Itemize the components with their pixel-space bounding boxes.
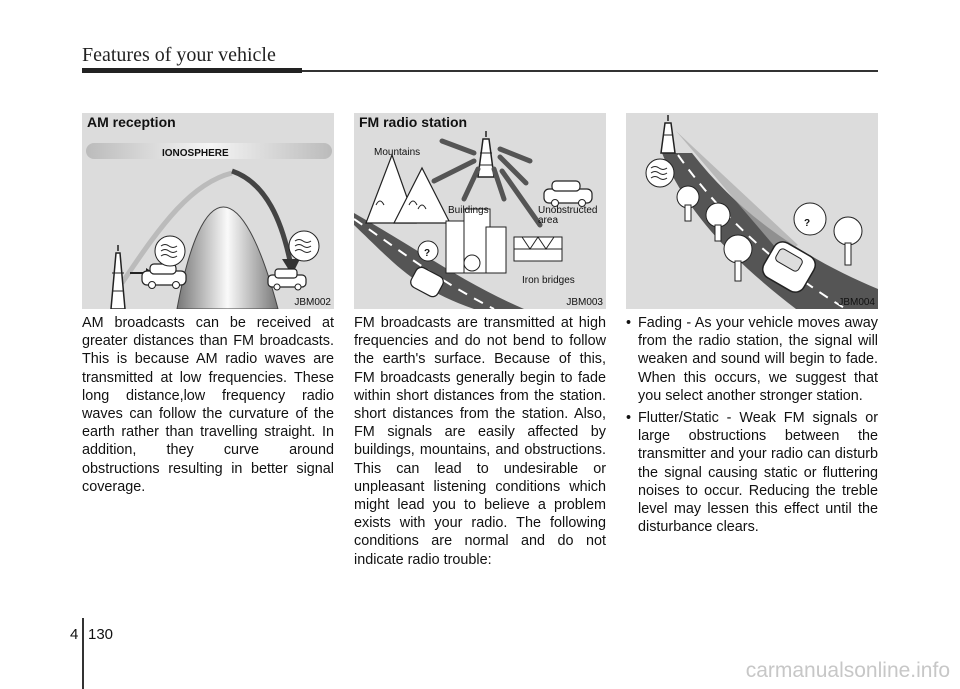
bullet-fading [626, 314, 878, 405]
fm-figure-title: FM radio station [359, 114, 468, 130]
am-figure-code: JBM002 [294, 297, 331, 308]
bullet-symbol: • [626, 315, 632, 331]
fading-figure [626, 113, 878, 309]
text-column-conditions [626, 314, 878, 540]
am-reception-figure [82, 113, 334, 309]
fading-illustration [626, 113, 878, 309]
buildings-label: Buildings [448, 205, 489, 216]
fading-transmitter-tower-icon [661, 115, 675, 153]
fm-car-unobstructed-icon [544, 181, 592, 207]
fm-figure-code: JBM003 [566, 297, 603, 308]
bullet-flutter-static [626, 409, 878, 536]
fm-paragraph: FM broadcasts are transmitted at high frequencies and do not bend to follow the earth's surface. Because of this, FM broadcasts generally begin to fade within short distances from the station. short distances from the station. Also, FM signals are easily affected by buildings, mountains, and obstructions. This can lead to undesirable or unpleasant listening conditions which might lead you to believe a problem exists with your radio. The following conditions are normal and do not indicate radio trouble: [354, 315, 606, 568]
text-column-am [82, 314, 334, 496]
ionosphere-label: IONOSPHERE [162, 148, 229, 159]
bullet-fading-text: Fading - As your vehicle moves away from the radio station, the signal will weaken and sound will begin to fade. When this occurs, we suggest that you select another stronger station. [638, 315, 878, 404]
am-reception-illustration [82, 113, 334, 309]
am-transmitter-tower-icon [111, 245, 125, 309]
header-rule-thin [302, 70, 878, 72]
unobstructed-label: Unobstructed [538, 205, 598, 216]
buildings-icon [446, 209, 506, 273]
am-car-near-icon [142, 264, 186, 289]
iron-bridge-icon [514, 237, 562, 261]
fm-radio-station-figure [354, 113, 606, 309]
text-column-fm [354, 314, 606, 569]
page-header-title: Features of your vehicle [82, 44, 276, 66]
am-car-far-icon [268, 269, 306, 290]
fading-sound-bubble-icon [646, 159, 674, 187]
am-paragraph: AM broadcasts can be received at greater distances than FM broadcasts. This is because AM radio waves are transmitted at low frequencies. These long distance,low frequency radio waves can follow the curvature of the earth rather than travelling straight. In addition, they curve around obstructions resulting in better signal coverage. [82, 315, 334, 495]
fm-question-mark: ? [424, 248, 431, 259]
sound-bubble-clear-icon [155, 236, 185, 266]
fm-radio-station-illustration [354, 113, 606, 309]
sound-bubble-far-icon [289, 231, 319, 261]
bullet-flutter-text: Flutter/Static - Weak FM signals or large obstructions between the transmitter and your radio can disturb the signal causing static or fluttering noises to occur. Reducing the treble level may lessen this effect until the disturbance clears. [638, 410, 878, 536]
mountains-label: Mountains [374, 147, 421, 158]
mountains-icon [366, 155, 450, 223]
chapter-number: 4 [70, 626, 79, 643]
earth-curvature-hill [177, 207, 278, 309]
am-figure-title: AM reception [87, 114, 176, 130]
fm-transmitter-tower-icon [478, 131, 494, 177]
unobstructed-area-label: area [538, 215, 559, 226]
bullet-symbol: • [626, 410, 632, 427]
footer-divider [82, 618, 84, 689]
fading-figure-code: JBM004 [838, 297, 875, 308]
watermark: carmanualsonline.info [745, 659, 950, 682]
header-rule-thick [82, 68, 302, 73]
fading-question-mark: ? [804, 218, 811, 229]
page-number: 130 [88, 626, 114, 643]
iron-bridges-label: Iron bridges [522, 275, 575, 286]
